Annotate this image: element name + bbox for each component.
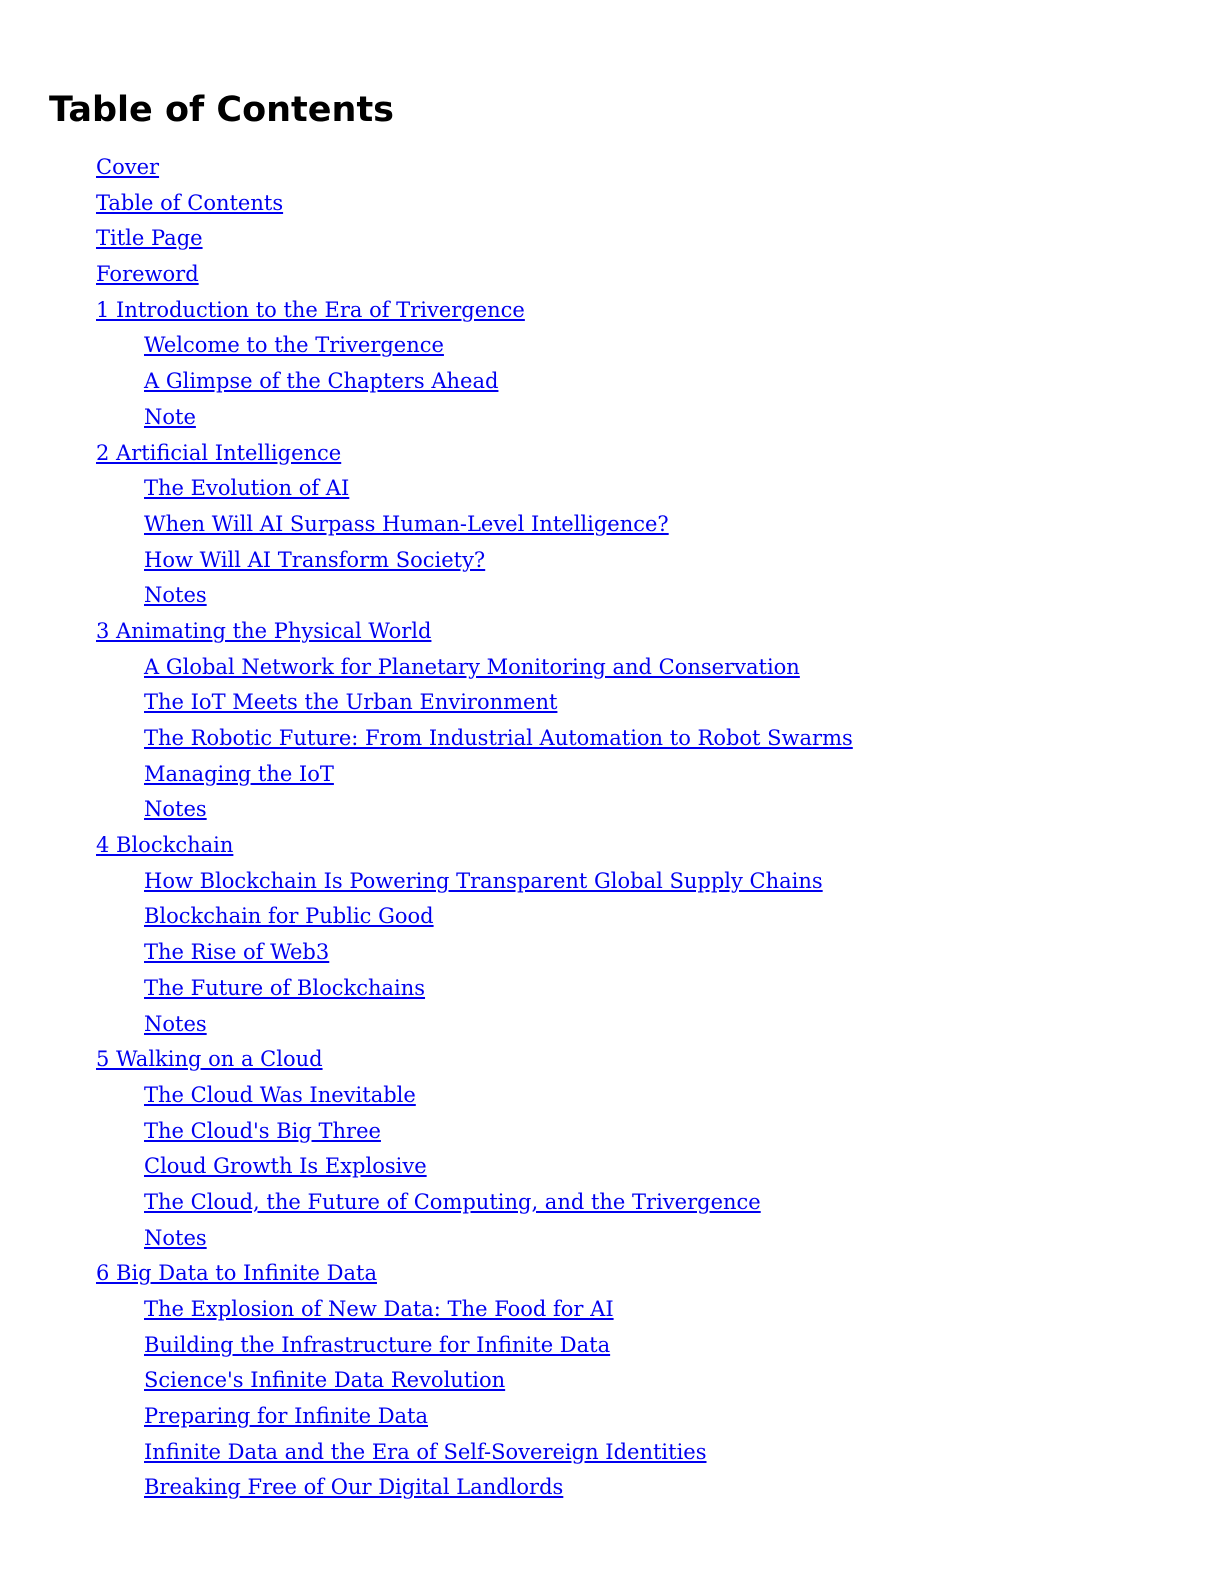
toc-link[interactable]: Welcome to the Trivergence <box>144 333 444 358</box>
toc-link[interactable]: The IoT Meets the Urban Environment <box>144 690 558 715</box>
toc-link[interactable]: When Will AI Surpass Human-Level Intelligence? <box>144 511 669 536</box>
toc-entry-chapter <box>0 1042 853 1078</box>
toc-entry-chapter <box>0 293 853 329</box>
toc-link[interactable]: 2 Artificial Intelligence <box>96 440 342 465</box>
toc-link[interactable]: A Global Network for Planetary Monitoring and Conservation <box>144 654 800 679</box>
toc-list <box>0 150 853 1506</box>
toc-entry-section <box>0 1435 853 1471</box>
toc-entry-section <box>0 578 853 614</box>
toc-entry-section <box>0 1149 853 1185</box>
toc-entry-section <box>0 1078 853 1114</box>
toc-link[interactable]: Foreword <box>96 262 199 287</box>
toc-entry-section <box>0 1470 853 1506</box>
toc-link[interactable]: The Future of Blockchains <box>144 975 426 1000</box>
toc-link[interactable]: 6 Big Data to Infinite Data <box>96 1261 377 1286</box>
toc-entry-chapter <box>0 614 853 650</box>
toc-link[interactable]: Title Page <box>96 226 203 251</box>
toc-link[interactable]: Breaking Free of Our Digital Landlords <box>144 1475 564 1500</box>
toc-link[interactable]: The Cloud Was Inevitable <box>144 1082 416 1107</box>
toc-entry-section <box>0 543 853 579</box>
page-title: Table of Contents <box>49 90 395 130</box>
toc-link[interactable]: Notes <box>144 1011 207 1036</box>
toc-link[interactable]: Preparing for Infinite Data <box>144 1404 429 1429</box>
toc-link[interactable]: Science's Infinite Data Revolution <box>144 1368 506 1393</box>
toc-link[interactable]: Blockchain for Public Good <box>144 904 434 929</box>
toc-entry-section <box>0 364 853 400</box>
toc-entry-section <box>0 1328 853 1364</box>
toc-entry-section <box>0 471 853 507</box>
toc-entry-section <box>0 1007 853 1043</box>
toc-entry-section <box>0 757 853 793</box>
toc-entry-section <box>0 328 853 364</box>
toc-entry-section <box>0 971 853 1007</box>
toc-entry-section <box>0 650 853 686</box>
toc-link[interactable]: Infinite Data and the Era of Self-Sovereign Identities <box>144 1439 707 1464</box>
toc-entry-section <box>0 721 853 757</box>
toc-link[interactable]: Note <box>144 404 196 429</box>
toc-entry-section <box>0 1399 853 1435</box>
toc-link[interactable]: The Evolution of AI <box>144 476 350 501</box>
toc-link[interactable]: The Explosion of New Data: The Food for AI <box>144 1297 614 1321</box>
toc-link[interactable]: Table of Contents <box>96 190 284 215</box>
toc-entry-section <box>0 792 853 828</box>
toc-link[interactable]: Notes <box>144 1225 207 1250</box>
toc-link[interactable]: Notes <box>144 797 207 822</box>
toc-link[interactable]: 3 Animating the Physical World <box>96 618 432 643</box>
toc-entry-chapter <box>0 1256 853 1292</box>
toc-entry-section <box>0 400 853 436</box>
toc-link[interactable]: 5 Walking on a Cloud <box>96 1047 323 1072</box>
toc-entry-section <box>0 1292 853 1328</box>
toc-link[interactable]: The Rise of Web3 <box>144 940 330 965</box>
toc-entry-section <box>0 507 853 543</box>
toc-entry-section <box>0 1221 853 1257</box>
toc-link[interactable]: Managing the IoT <box>144 761 334 786</box>
toc-link[interactable]: Cloud Growth Is Explosive <box>144 1154 427 1179</box>
toc-link[interactable]: 4 Blockchain <box>96 833 234 858</box>
toc-entry-chapter <box>0 221 853 257</box>
toc-entry-chapter <box>0 186 853 222</box>
toc-entry-section <box>0 1114 853 1150</box>
toc-entry-chapter <box>0 150 853 186</box>
toc-entry-chapter <box>0 828 853 864</box>
toc-entry-section <box>0 935 853 971</box>
toc-link[interactable]: How Blockchain Is Powering Transparent Global Supply Chains <box>144 868 823 893</box>
toc-entry-chapter <box>0 436 853 472</box>
toc-entry-section <box>0 899 853 935</box>
toc-entry-section <box>0 1363 853 1399</box>
toc-link[interactable]: Notes <box>144 583 207 608</box>
toc-link[interactable]: The Robotic Future: From Industrial Automation to Robot Swarms <box>144 726 853 750</box>
toc-link[interactable]: The Cloud, the Future of Computing, and the Trivergence <box>144 1189 761 1214</box>
toc-entry-section <box>0 1185 853 1221</box>
toc-entry-chapter <box>0 257 853 293</box>
toc-link[interactable]: Building the Infrastructure for Infinite Data <box>144 1332 611 1357</box>
toc-link[interactable]: How Will AI Transform Society? <box>144 547 486 572</box>
toc-link[interactable]: The Cloud's Big Three <box>144 1118 381 1143</box>
toc-link[interactable]: Cover <box>96 155 160 179</box>
toc-link[interactable]: 1 Introduction to the Era of Trivergence <box>96 297 525 322</box>
toc-link[interactable]: A Glimpse of the Chapters Ahead <box>144 369 499 394</box>
toc-entry-section <box>0 864 853 900</box>
toc-entry-section <box>0 685 853 721</box>
